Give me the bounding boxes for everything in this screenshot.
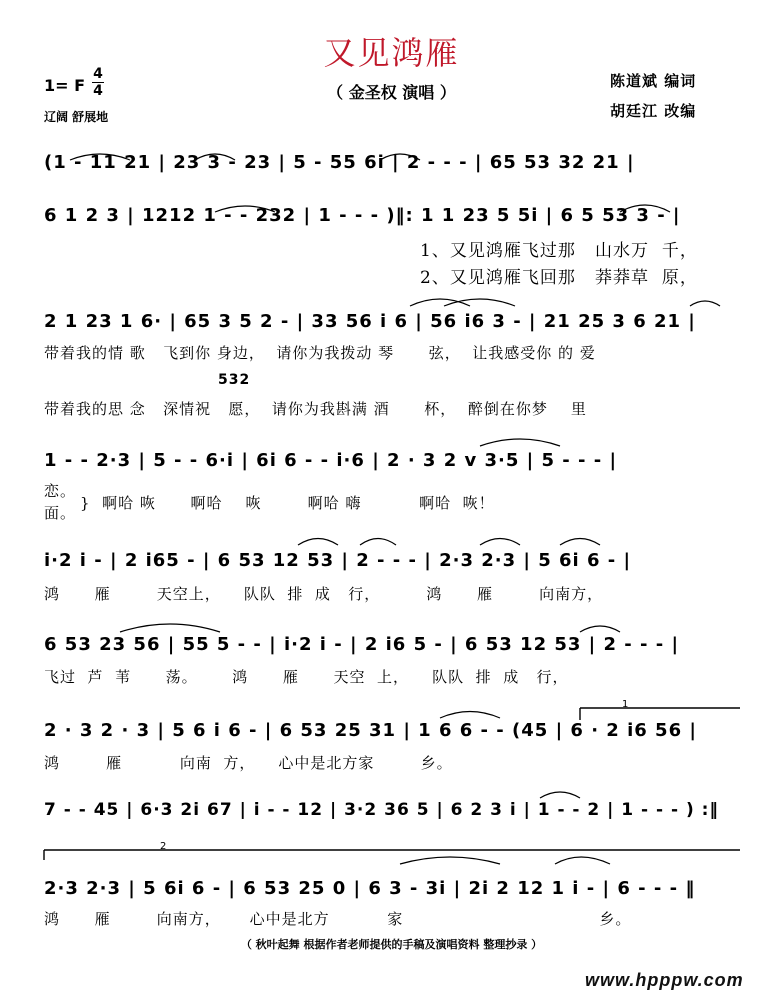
lyric-verse-1-intro: 1、又见鸿雁飞过那 山水万 千，	[420, 241, 698, 261]
slur	[120, 624, 220, 632]
slur	[410, 299, 470, 306]
lyric-line-9: 鸿 雁 向南方， 心中是北方 家 乡。	[44, 910, 632, 928]
singer-credit: （ 金圣权 演唱 ）	[327, 83, 456, 102]
transcription-note: （ 秋叶起舞 根据作者老师提供的手稿及演唱资料 整理抄录 ）	[240, 938, 543, 951]
slur	[480, 539, 520, 546]
lyric-end-verse-2: 面。	[44, 504, 77, 522]
slur	[580, 626, 620, 632]
meter-top: 4	[93, 66, 103, 82]
lyric-end-verse-1: 恋。	[44, 482, 77, 500]
slur	[400, 857, 500, 864]
lyric-line-3-verse-2: 带着我的思 念 深情祝 愿， 请你为我斟满 酒 杯， 醉倒在你梦 里	[44, 400, 587, 418]
volta-number-2: 2	[160, 841, 167, 852]
slur	[555, 857, 610, 864]
slur	[444, 299, 515, 306]
slur	[560, 539, 600, 546]
score-line-8: 7 - - 45 | 6·3 2i 67 | i - - 12 | 3·2 36 5 | 6 2 3 i | 1 - - 2 | 1 - - - ) :‖	[44, 800, 719, 820]
score-line-4: 1 - - 2·3 | 5 - - 6·i | 6i 6 - - i·6 | 2 · 3 2 v 3·5 | 5 - - - |	[44, 450, 618, 471]
slur	[480, 439, 560, 446]
lyricist-credit: 陈道斌 编词	[610, 72, 697, 90]
slur	[298, 539, 338, 546]
song-title: 又见鸿雁	[323, 34, 460, 72]
score-line-3: 2 1 23 1 6· | 65 3 5 2 - | 33 56 i 6 | 56 i6 3 - | 21 25 3 6 21 |	[44, 311, 696, 332]
lyric-verse-2-intro: 2、又见鸿雁飞回那 莽莽草 原，	[420, 268, 698, 288]
lyric-refrain-aha: } 啊哈 咴 啊哈 咴 啊哈 嗨 啊哈 咴！	[80, 494, 495, 512]
arranger-credit: 胡廷江 改编	[610, 102, 697, 120]
score-line-7: 2 · 3 2 · 3 | 5 6 i 6 - | 6 53 25 31 | 1 6 6 - - (45 | 6 · 2 i6 56 |	[44, 720, 697, 741]
slur	[440, 712, 500, 719]
site-watermark: www.hpppw.com	[585, 970, 744, 990]
lyric-line-7: 鸿 雁 向南 方， 心中是北方家 乡。	[44, 754, 453, 772]
tempo-marking: 辽阔 舒展地	[44, 110, 109, 124]
lyric-line-6: 飞过 芦 苇 荡。 鸿 雁 天空 上， 队队 排 成 行，	[44, 668, 569, 686]
score-line-1: (1 - 11 21 | 23 3 - 23 | 5 - 55 6i | 2 - - - | 65 53 32 21 |	[44, 152, 635, 173]
key-signature: 1= F	[44, 76, 86, 95]
slur	[690, 301, 720, 306]
volta-number-1: 1	[622, 699, 629, 710]
grace-notes-532: 532	[218, 372, 251, 388]
lyric-line-3-verse-1: 带着我的情 歌 飞到你 身边， 请你为我拨动 琴 弦， 让我感受你 的 爱	[44, 344, 596, 362]
score-line-2: 6 1 2 3 | 1212 1 - - 232 | 1 - - - )‖: 1 1 23 5 5i | 6 5 53 3 - |	[44, 205, 681, 226]
meter-bottom: 4	[93, 83, 103, 99]
slur	[360, 539, 396, 546]
slur	[540, 792, 580, 798]
score-line-6: 6 53 23 56 | 55 5 - - | i·2 i - | 2 i6 5 - | 6 53 12 53 | 2 - - - |	[44, 634, 680, 655]
lyric-line-5: 鸿 雁 天空上， 队队 排 成 行， 鸿 雁 向南方，	[44, 585, 604, 603]
score-line-9: 2·3 2·3 | 5 6i 6 - | 6 53 25 0 | 6 3 - 3i | 2i 2 12 1 i - | 6 - - - ‖	[44, 878, 696, 899]
score-line-5: i·2 i - | 2 i65 - | 6 53 12 53 | 2 - - - | 2·3 2·3 | 5 6i 6 - |	[44, 550, 632, 571]
